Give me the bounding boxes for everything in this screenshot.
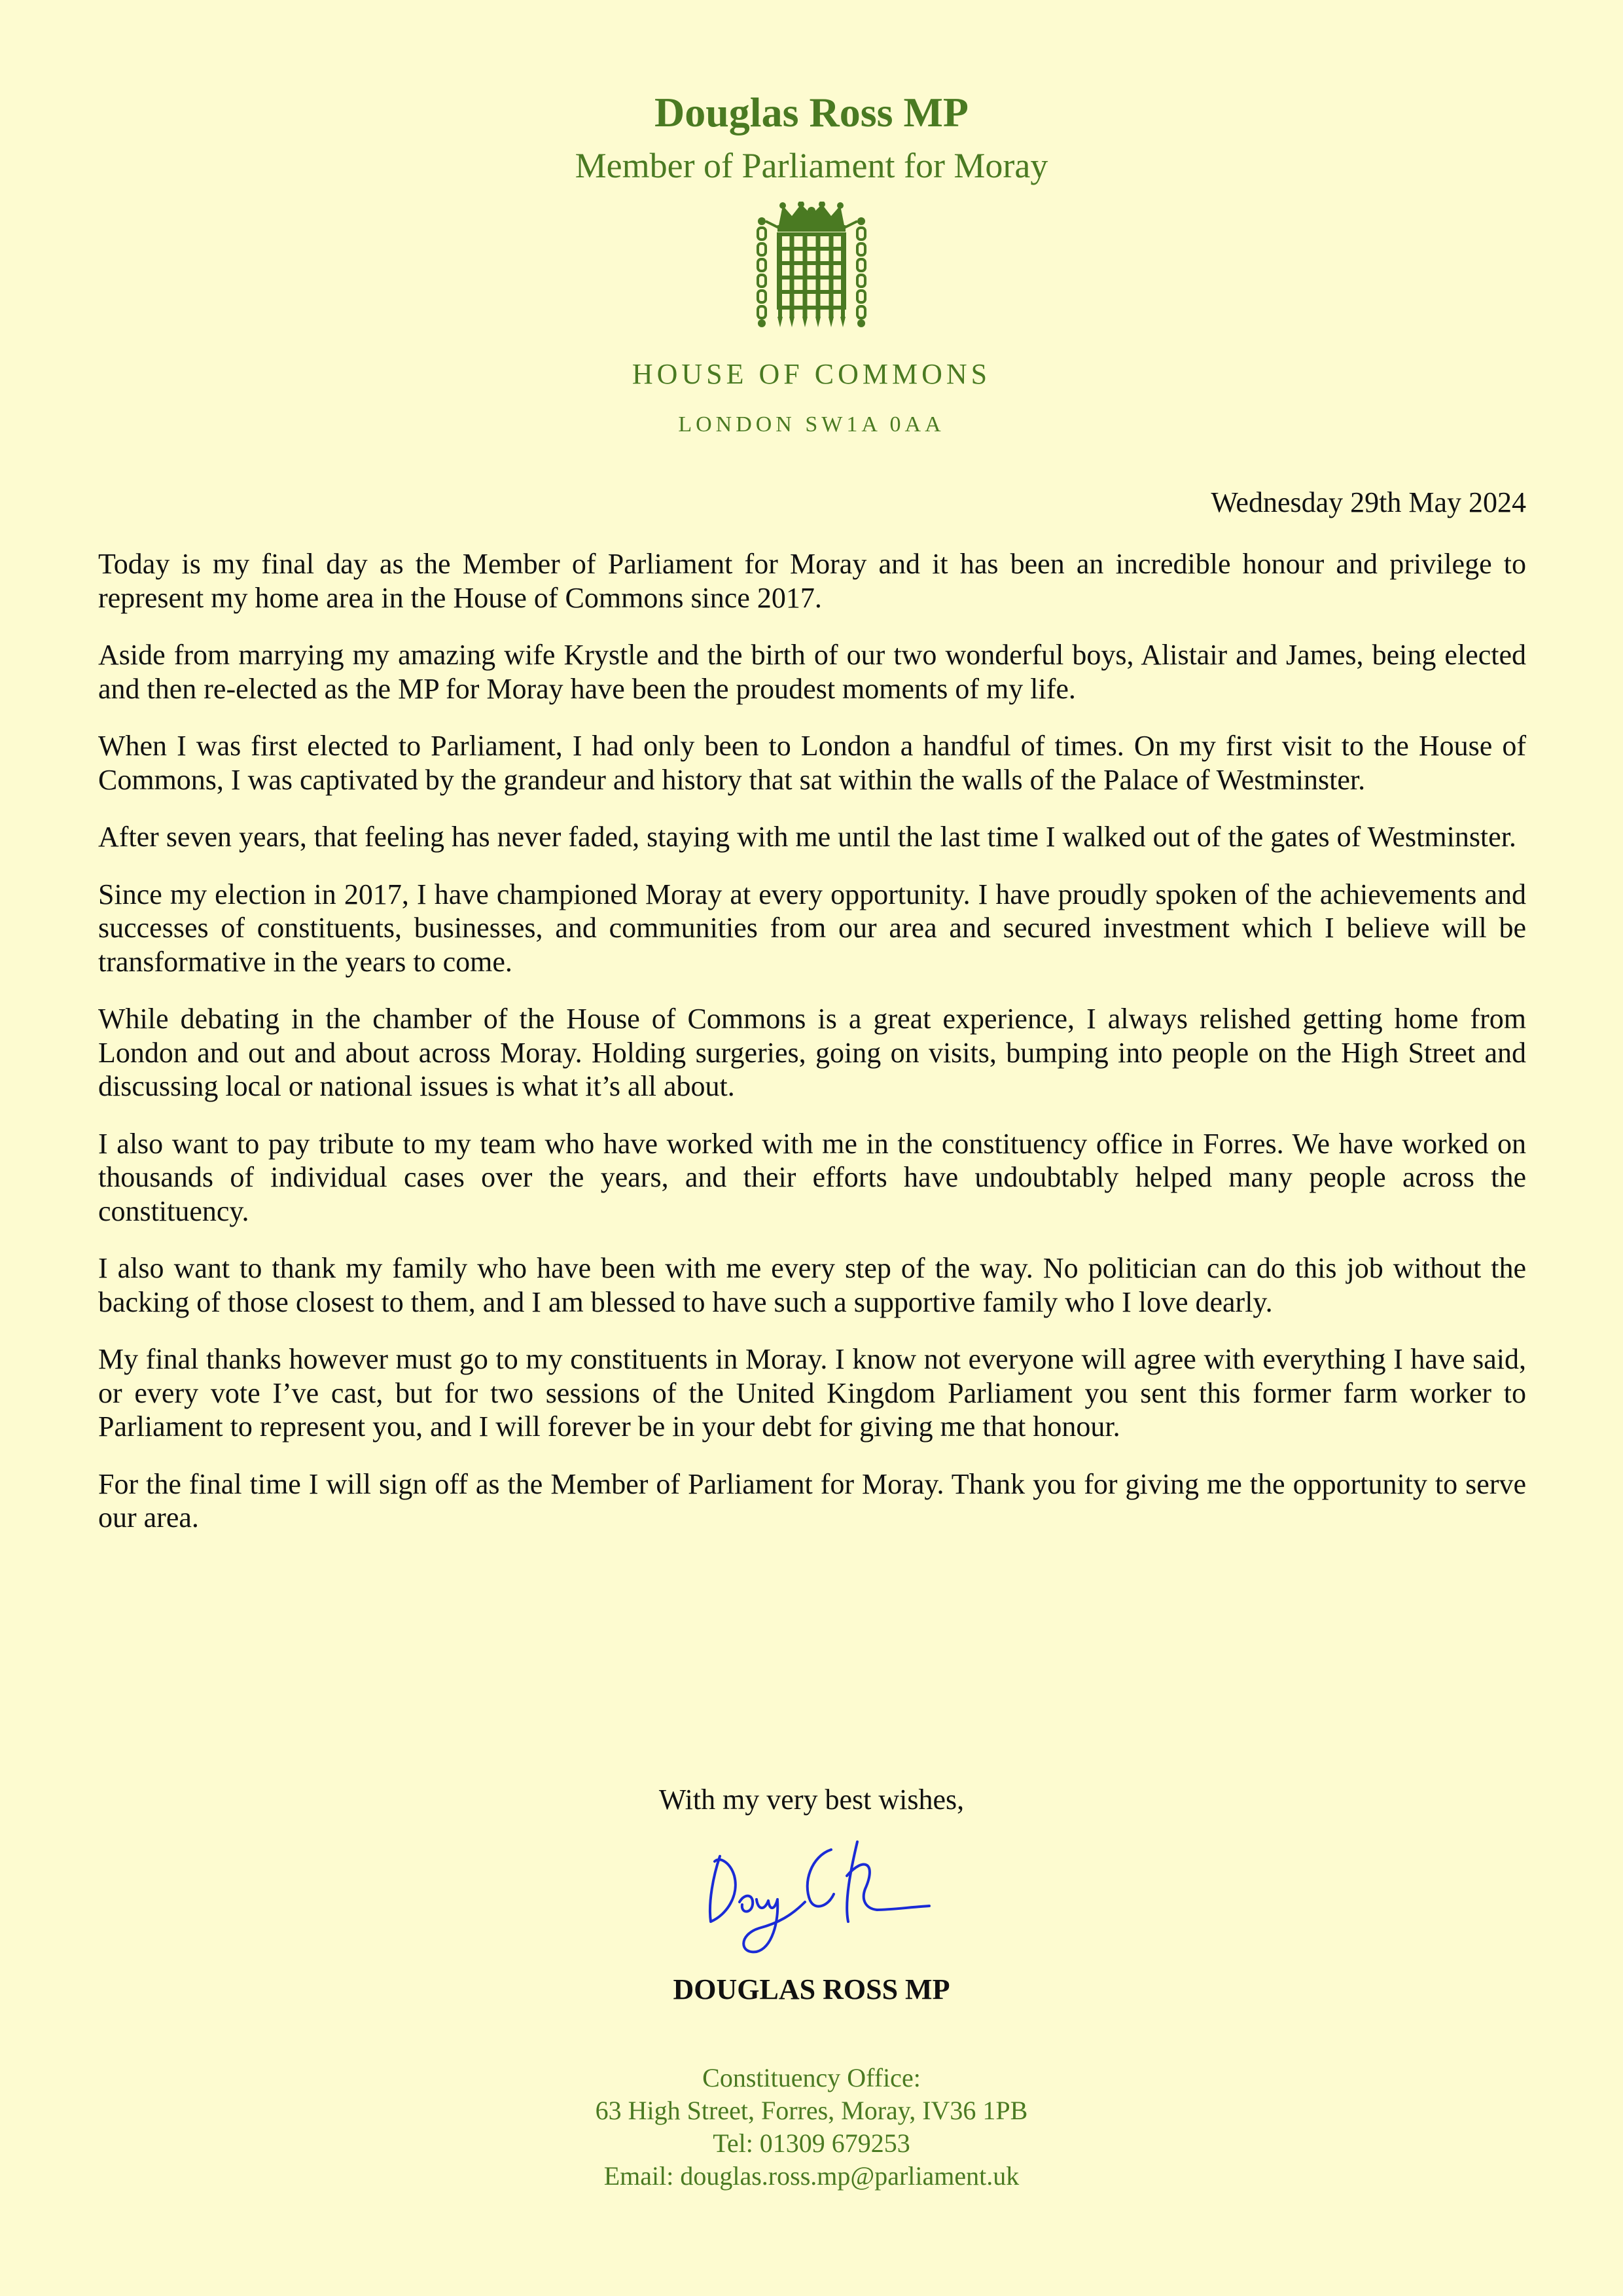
portcullis-icon: [754, 202, 869, 330]
signoff-name: DOUGLAS ROSS MP: [673, 1973, 950, 2005]
mp-name: Douglas Ross MP: [654, 89, 969, 135]
office-email[interactable]: Email: douglas.ross.mp@parliament.uk: [603, 2161, 1020, 2191]
paragraph: For the final time I will sign off as the Member of Parliament for Moray. Thank you for giving me the opportunity to serve our area.: [98, 1467, 1526, 1534]
paragraph: Aside from marrying my amazing wife Krystle and the birth of our two wonderful boys, Alistair and James, being elected and then re-elected as the MP for Moray have been the proudest moments of my life.: [98, 639, 1526, 705]
paragraph: While debating in the chamber of the House of Commons is a great experience, I always relished getting home from London and out and about across Moray. Holding surgeries, going on visits, bumping into people on the High Street and discussing local or national issues is what it’s all about.: [98, 1003, 1526, 1102]
paragraph: When I was first elected to Parliament, I had only been to London a handful of times. On my first visit to the House of Commons, I was captivated by the grandeur and history that sat within the walls of the Palace of Westminster.: [98, 730, 1526, 796]
letter-body: [98, 547, 1526, 1558]
closing-line: With my very best wishes,: [658, 1784, 965, 1816]
mp-role: Member of Parliament for Moray: [575, 146, 1048, 185]
letter-date: Wednesday 29th May 2024: [1211, 486, 1526, 518]
office-label: Constituency Office:: [702, 2063, 921, 2092]
paragraph: My final thanks however must go to my constituents in Moray. I know not everyone will agree with everything I have said, or every vote I’ve cast, but for two sessions of the United Kingdom Parliament you sent this former farm worker to Parliament to represent you, and I will forever be in your debt for giving me that honour.: [98, 1343, 1526, 1443]
postal-address: LONDON SW1A 0AA: [678, 412, 945, 437]
paragraph: I also want to pay tribute to my team who have worked with me in the constituency office in Forres. We have worked on thousands of individual cases over the years, and their efforts have undoubtably helped many people across the constituency.: [98, 1127, 1526, 1227]
handwritten-signature: [694, 1837, 942, 1961]
paragraph: Today is my final day as the Member of Parliament for Moray and it has been an incredible honour and privilege to represent my home area in the House of Commons since 2017.: [98, 548, 1526, 614]
office-address: 63 High Street, Forres, Moray, IV36 1PB: [595, 2096, 1028, 2125]
paragraph: I also want to thank my family who have been with me every step of the way. No politician can do this job without the backing of those closest to them, and I am blessed to have such a supportive family who I love dearly.: [98, 1252, 1526, 1318]
paragraph: After seven years, that feeling has never faded, staying with me until the last time I walked out of the gates of Westminster.: [98, 821, 1516, 853]
house-of-commons-label: HOUSE OF COMMONS: [632, 358, 991, 390]
office-phone: Tel: 01309 679253: [713, 2128, 910, 2158]
paragraph: Since my election in 2017, I have championed Moray at every opportunity. I have proudly spoken of the achievements and successes of constituents, businesses, and communities from our area and secured investment which I believe will be transformative in the years to come.: [98, 878, 1526, 978]
footer: [0, 2062, 1623, 2193]
